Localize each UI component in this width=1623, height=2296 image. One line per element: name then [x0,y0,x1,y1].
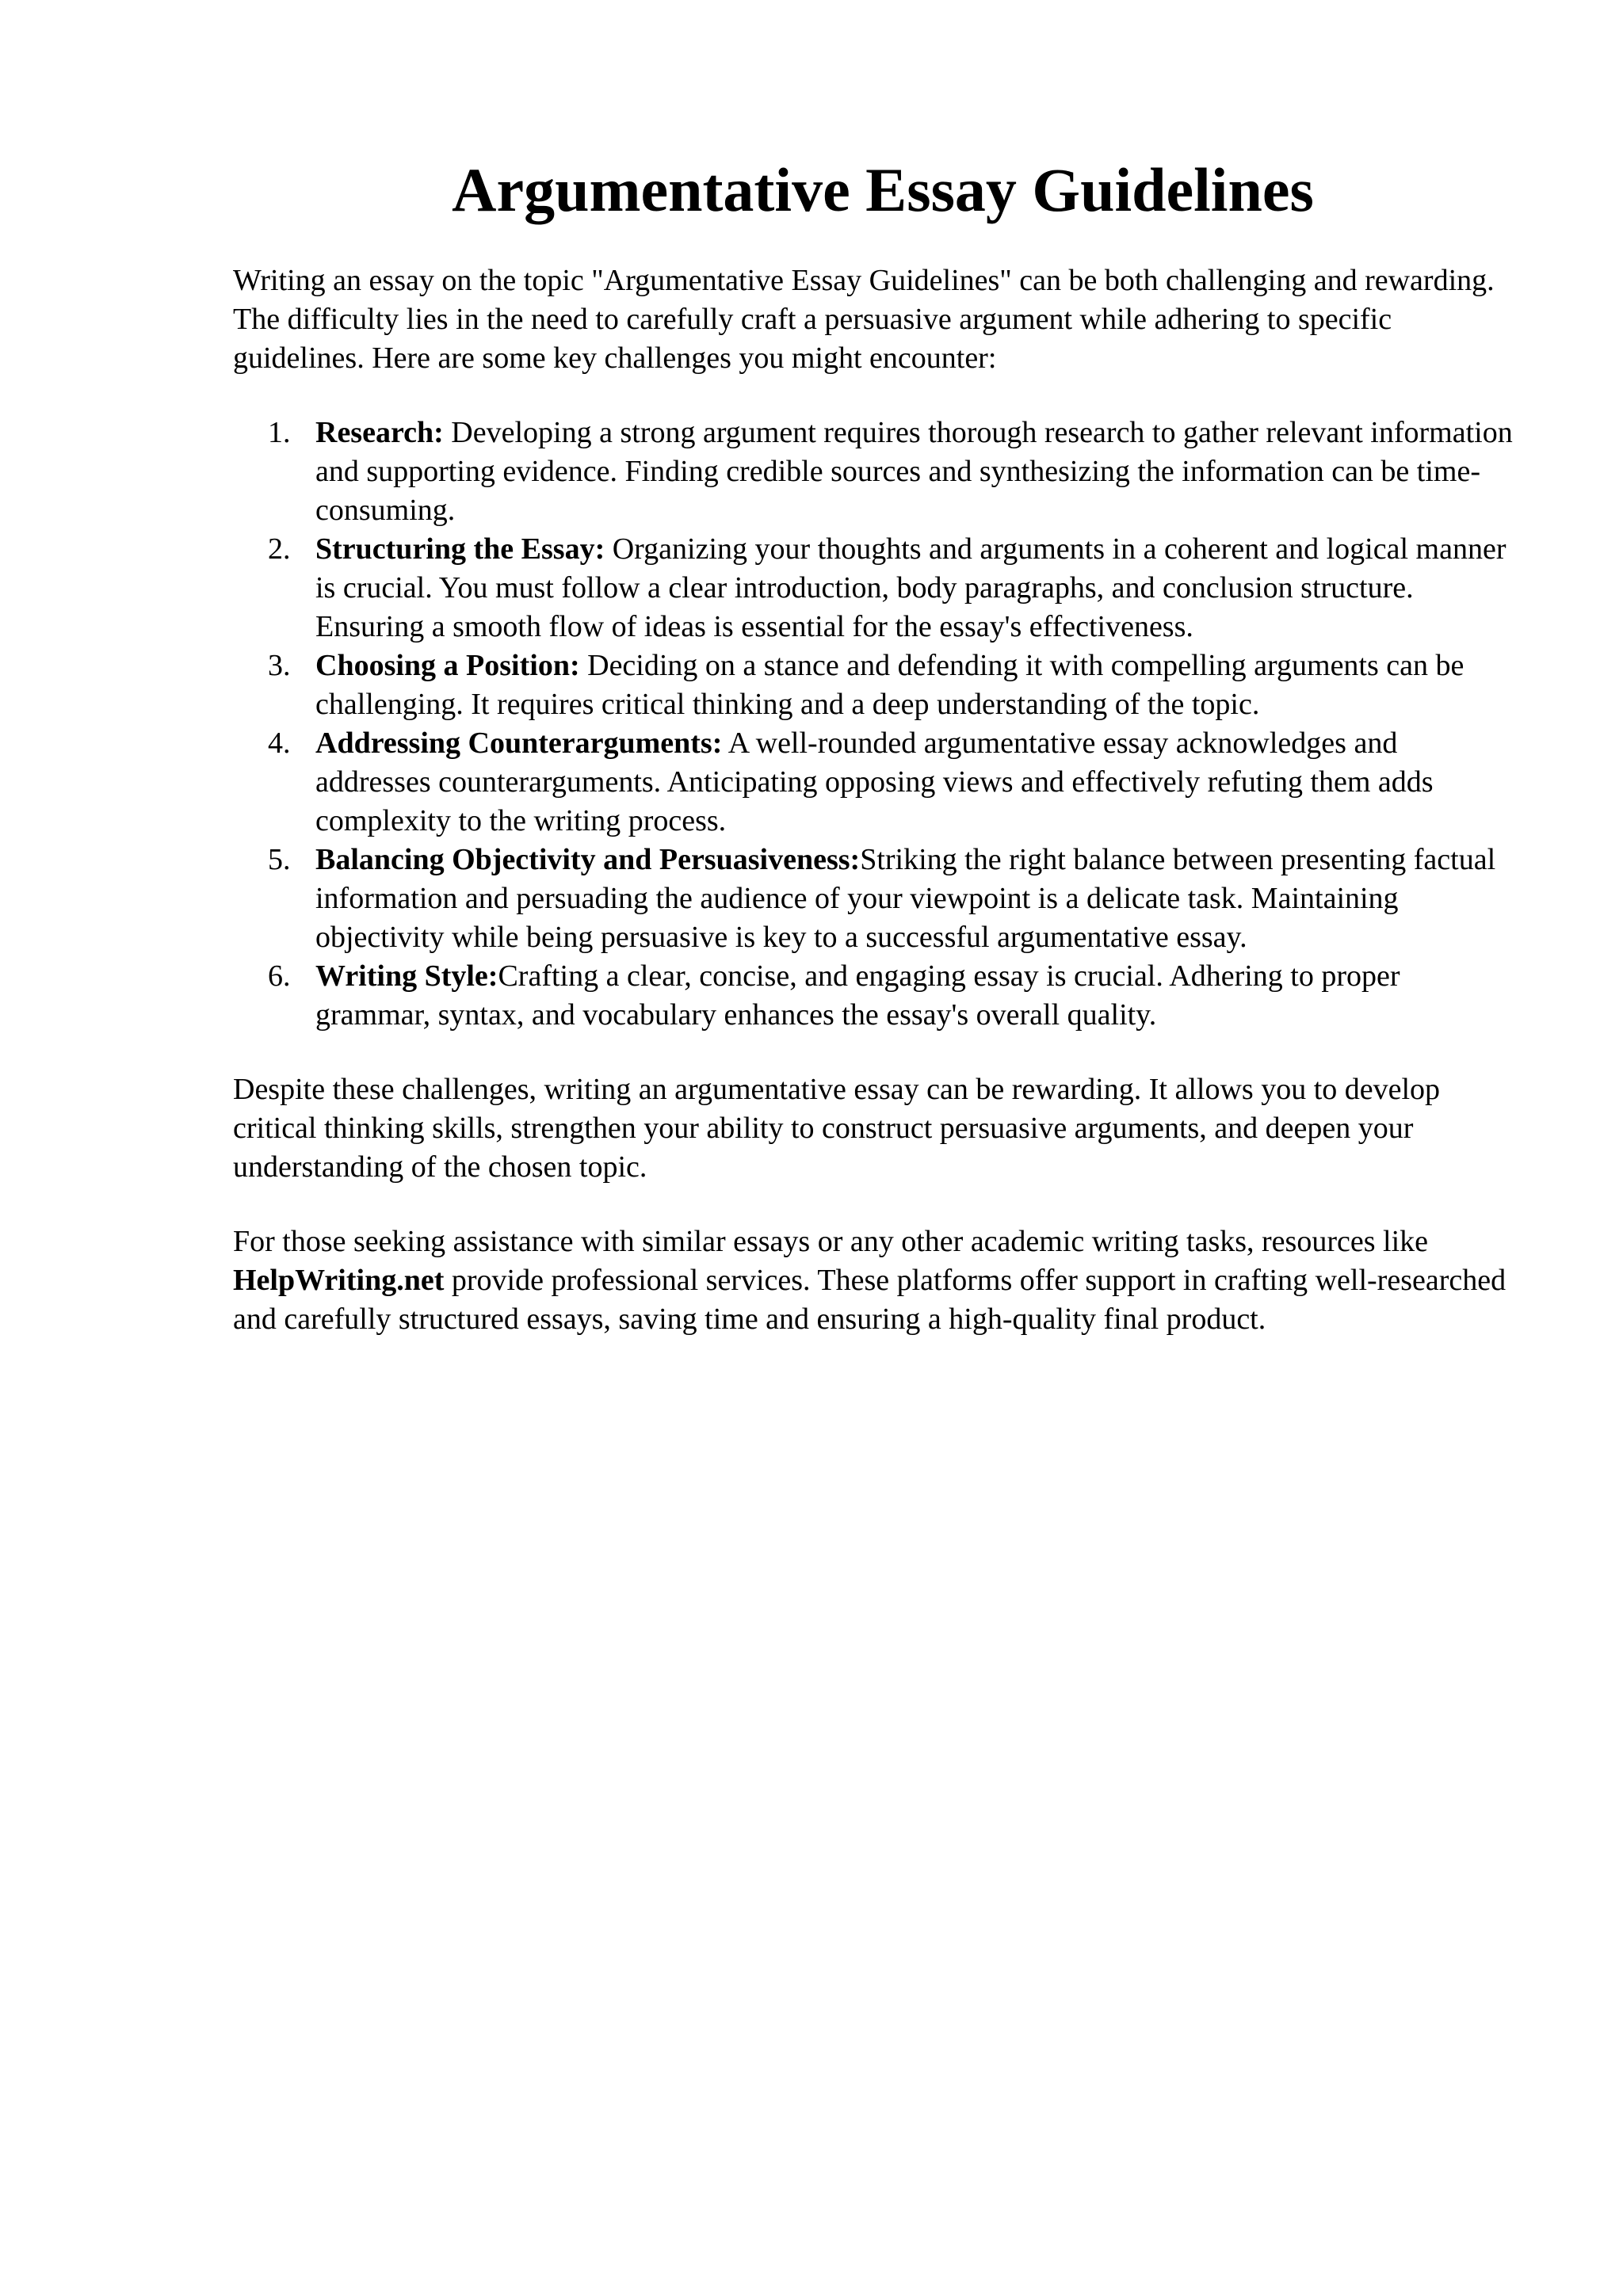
list-item-number: 3. [268,649,291,682]
list-item-counterarguments [233,724,1517,841]
closing-paragraph [233,1222,1517,1339]
list-item-number: 6. [268,959,291,993]
list-item-term: Choosing a Position: [315,649,580,682]
list-item-text: A well-rounded argumentative essay acknowledges and addresses counterarguments. Anticipating opposing views and effectively refuting them adds complexity to the writing process. [315,727,1434,837]
list-item-number: 1. [268,416,291,449]
despite-paragraph: Despite these challenges, writing an argumentative essay can be rewarding. It allows you to develop critical thinking skills, strengthen your ability to construct persuasive arguments, and deepen your understanding of the chosen topic. [233,1073,1441,1184]
list-item-text: Organizing your thoughts and arguments in a coherent and logical manner is crucial. You must follow a clear introduction, body paragraphs, and conclusion structure. Ensuring a smooth flow of ideas is essential for the essay's effectiveness. [315,532,1507,643]
list-item-writing-style [233,957,1517,1035]
list-item-number: 4. [268,727,291,760]
list-item-term: Addressing Counterarguments: [315,727,723,760]
list-item-text: Deciding on a stance and defending it with compelling arguments can be challenging. It requires critical thinking and a deep understanding of the topic. [315,649,1465,721]
list-item-balancing [233,841,1517,957]
list-item-number: 5. [268,843,291,876]
closing-text-after: provide professional services. These platforms offer support in crafting well-researched and carefully structured essays, saving time and ensuring a high-quality final product. [233,1264,1507,1336]
list-item-position [233,646,1517,724]
list-item-term: Writing Style: [315,959,498,993]
document-content [233,151,1517,1375]
intro-paragraph: Writing an essay on the topic "Argumentative Essay Guidelines" can be both challenging and rewarding. The difficulty lies in the need to carefully craft a persuasive argument while adhering to specific guidelines. Here are some key challenges you might encounter: [233,264,1495,375]
list-item-text: Crafting a clear, concise, and engaging essay is crucial. Adhering to proper grammar, syntax, and vocabulary enhances the essay's overall quality. [315,959,1400,1032]
closing-text-before: For those seeking assistance with similar essays or any other academic writing tasks, resources like [233,1225,1428,1258]
list-item-term: Balancing Objectivity and Persuasiveness: [315,843,861,876]
list-item-research [233,414,1517,530]
list-item-structuring [233,530,1517,646]
list-item-term: Research: [315,416,444,449]
list-item-text: Striking the right balance between presenting factual information and persuading the audience of your viewpoint is a delicate task. Maintaining objectivity while being persuasive is key to a successful argumentative essay. [315,843,1496,954]
list-item-text: Developing a strong argument requires thorough research to gather relevant information and supporting evidence. Finding credible sources and synthesizing the information can be time-consuming. [315,416,1513,527]
list-item-number: 2. [268,532,291,566]
challenges-list [233,414,1517,1035]
page-title: Argumentative Essay Guidelines [452,155,1314,224]
list-item-term: Structuring the Essay: [315,532,605,566]
helpwriting-link[interactable]: HelpWriting.net [233,1264,445,1297]
